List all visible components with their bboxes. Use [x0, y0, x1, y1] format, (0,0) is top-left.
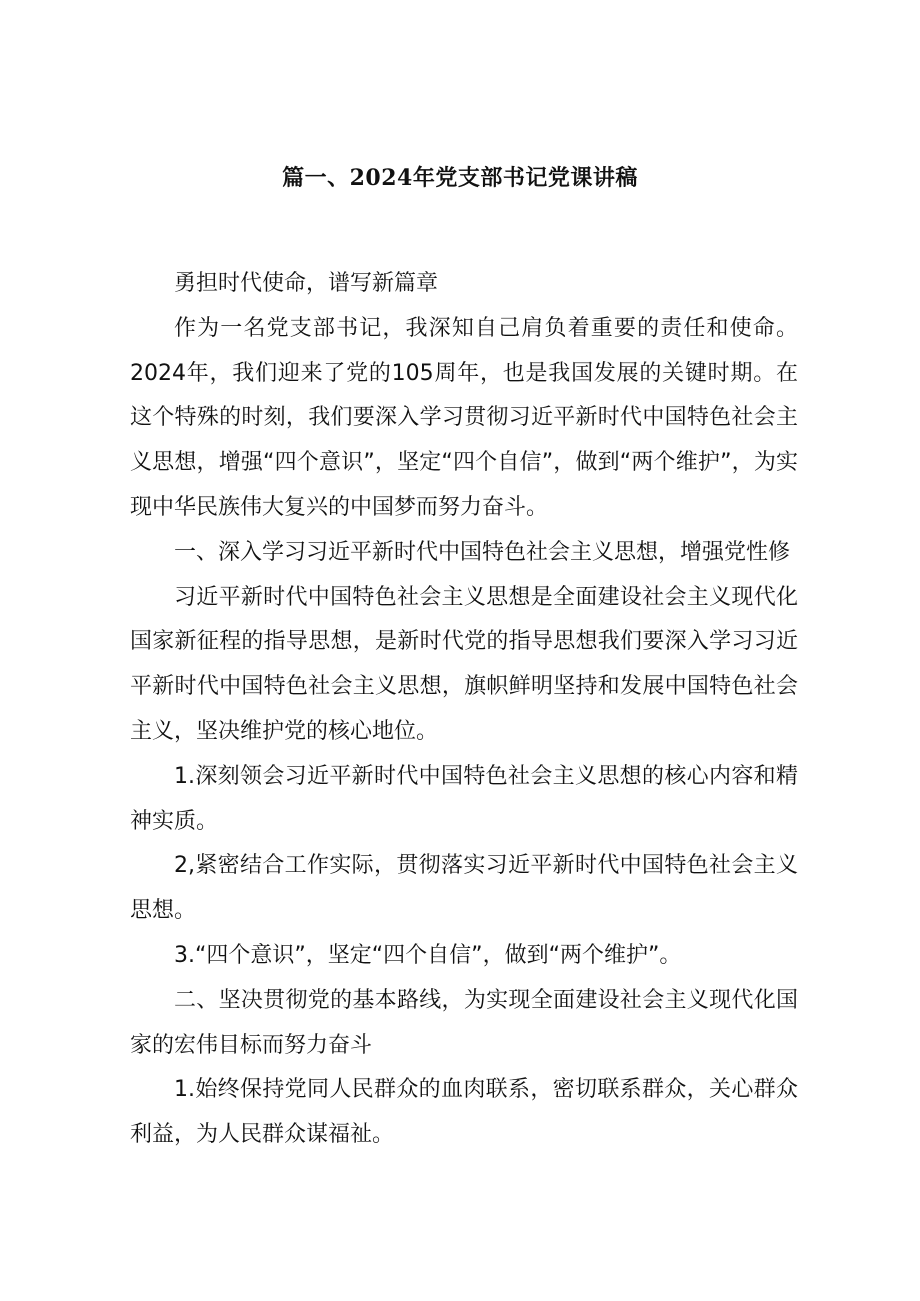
section-heading-1: 一、深入学习习近平新时代中国特色社会主义思想，增强党性修 — [174, 539, 791, 565]
intro-paragraph: 作为一名党支部书记，我深知自己肩负着重要的责任和使命。2024年，我们迎来了党的105周年，也是我国发展的关键时期。在这个特殊的时刻，我们要深入学习贯彻习近平新时代中国特色社会主义思想，增强“四个意识”，坚定“四个自信”，做到“两个维护”，为实现中华民族伟大复兴的中国梦而努力奋斗。 — [130, 315, 798, 520]
section-1-paragraph: 习近平新时代中国特色社会主义思想是全面建设社会主义现代化国家新征程的指导思想，是新时代党的指导思想我们要深入学习习近平新时代中国特色社会主义思想，旗帜鲜明坚持和发展中国特色社会主义，坚决维护党的核心地位。 — [130, 584, 798, 744]
section-2-list-item-1: 1.始终保持党同人民群众的血肉联系，密切联系群众，关心群众利益，为人民群众谋福祉。 — [130, 1077, 798, 1148]
document-body — [130, 262, 798, 1158]
document-title: 篇一、2024年党支部书记党课讲稿 — [282, 165, 638, 191]
subtitle-paragraph: 勇担时代使命，谱写新篇章 — [174, 271, 439, 296]
list-item-2: 2,紧密结合工作实际，贯彻落实习近平新时代中国特色社会主义思想。 — [130, 853, 798, 924]
list-item-3: 3.“四个意识”，坚定“四个自信”，做到“两个维护”。 — [174, 942, 682, 968]
list-item-1: 1.深刻领会习近平新时代中国特色社会主义思想的核心内容和精神实质。 — [130, 763, 798, 834]
section-heading-2: 二、坚决贯彻党的基本路线，为实现全面建设社会主义现代化国家的宏伟目标而努力奋斗 — [130, 987, 798, 1058]
